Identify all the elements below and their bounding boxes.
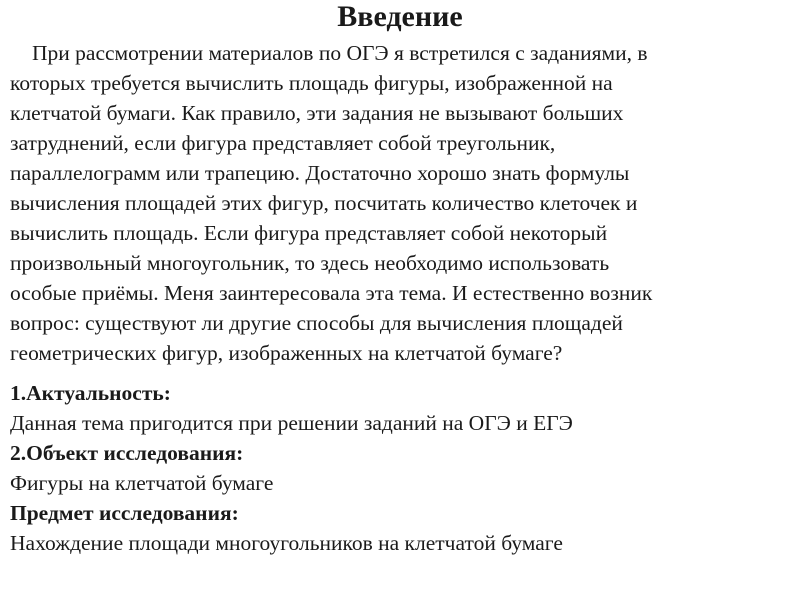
intro-line: затруднений, если фигура представляет собой треугольник, <box>10 131 556 155</box>
intro-line: вычисления площадей этих фигур, посчитать количество клеточек и <box>10 191 638 215</box>
section-text-relevance: Данная тема пригодится при решении заданий на ОГЭ и ЕГЭ <box>10 411 573 435</box>
section-text-object: Фигуры на клетчатой бумаге <box>10 471 274 495</box>
section-text-subject: Нахождение площади многоугольников на клетчатой бумаге <box>10 531 563 555</box>
intro-line: вычислить площадь. Если фигура представляет собой некоторый <box>10 221 608 245</box>
section-heading-subject: Предмет исследования: <box>10 501 239 525</box>
intro-line: особые приёмы. Меня заинтересовала эта тема. И естественно возник <box>10 281 653 305</box>
intro-line: геометрических фигур, изображенных на клетчатой бумаге? <box>10 341 563 365</box>
intro-line: При рассмотрении материалов по ОГЭ я встретился с заданиями, в <box>32 41 648 65</box>
intro-line: параллелограмм или трапецию. Достаточно хорошо знать формулы <box>10 161 630 185</box>
sections-list <box>10 378 795 558</box>
section-heading-object: 2.Объект исследования: <box>10 441 244 465</box>
intro-line: которых требуется вычислить площадь фигуры, изображенной на <box>10 71 613 95</box>
intro-line: произвольный многоугольник, то здесь необходимо использовать <box>10 251 610 275</box>
section-heading-relevance: 1.Актуальность: <box>10 381 171 405</box>
intro-line: вопрос: существуют ли другие способы для вычисления площадей <box>10 311 623 335</box>
intro-paragraph <box>10 38 795 368</box>
intro-line: клетчатой бумаги. Как правило, эти задания не вызывают больших <box>10 101 624 125</box>
page-title: Введение <box>337 0 463 33</box>
